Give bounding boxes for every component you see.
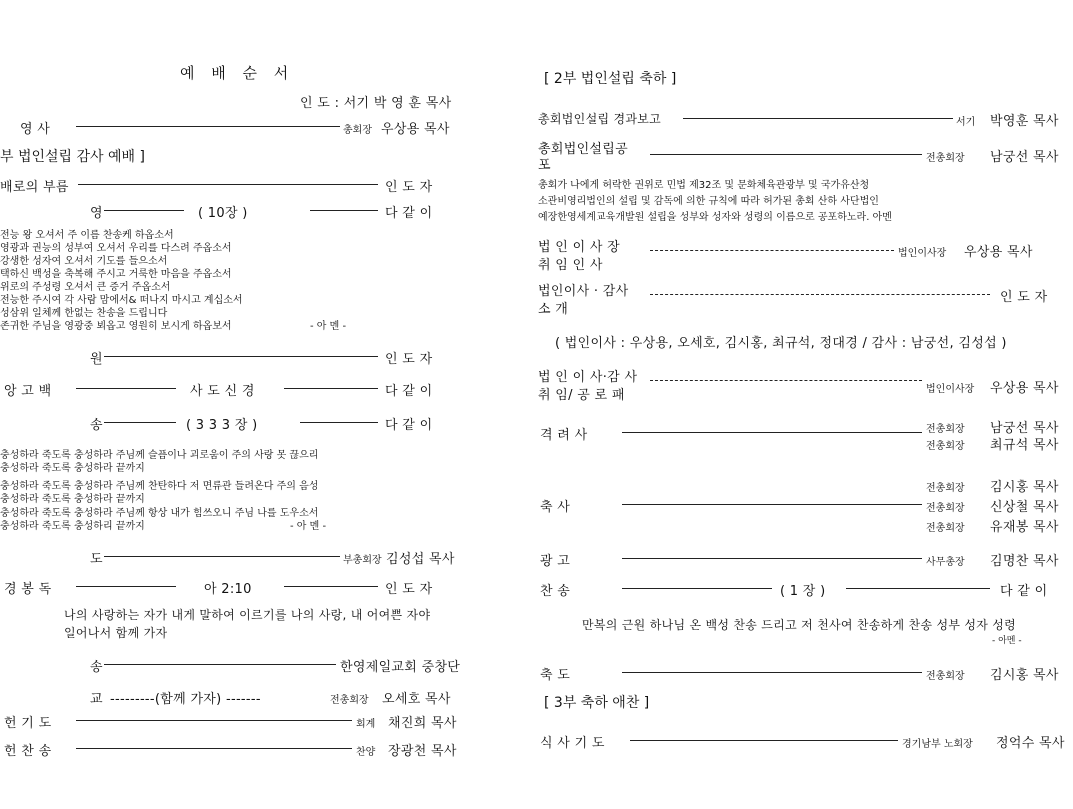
- leader-line: [76, 586, 176, 587]
- hymn1-line: 택하신 백성을 축복해 주시고 거룩한 마음을 주옵소서: [0, 269, 232, 280]
- congrats-role: 전총회장: [926, 483, 965, 494]
- hymn2-line: 충성하라 죽도록 충성하라 주님께 항상 내가 힘쓰오니 주님 나를 도우소서: [0, 508, 319, 519]
- leader-line: [650, 250, 894, 251]
- hymn1-mid: ( 10장 ): [198, 206, 248, 221]
- hymn2-line: 충성하라 죽도록 충성하라 주님께 찬탄하다 저 면류관 들려온다 주의 음성: [0, 481, 319, 492]
- leader-line: [310, 210, 378, 211]
- leader-line: [650, 294, 990, 295]
- leader-line: [630, 740, 898, 741]
- offering-prayer-name: 채진희 목사: [388, 716, 457, 731]
- proclaim-line: 총회가 나에게 허락한 권위로 민법 제32조 및 문화체육관광부 및 국가유산청: [538, 180, 870, 191]
- leader-line: [104, 422, 176, 423]
- offering-hymn-name: 장광천 목사: [388, 744, 457, 759]
- congrats-name: 신상철 목사: [990, 500, 1059, 515]
- chair-name: 우상용 목사: [964, 245, 1033, 260]
- director-label: 소 개: [538, 302, 569, 317]
- page-title: 예 배 순 서: [180, 64, 295, 82]
- hymn2-line: 충성하라 죽도록 충성하리 끝까지: [0, 521, 145, 532]
- blessing-name: 김시홍 목사: [990, 668, 1059, 683]
- amen: - 아 멘 -: [290, 521, 327, 532]
- scripture-right: 인 도 자: [385, 582, 433, 597]
- leader-line: [622, 432, 922, 433]
- leader-line: [76, 720, 352, 721]
- encourage-label: 격 려 사: [540, 428, 588, 443]
- scripture-label: 경 봉 독: [4, 582, 52, 597]
- anthem-right: 한영제일교회 중창단: [340, 660, 461, 675]
- call-right: 인 도 자: [385, 180, 433, 195]
- meal-prayer-name: 정억수 목사: [996, 736, 1065, 751]
- blessing-role: 전총회장: [926, 671, 965, 682]
- hymn2-line: 충성하라 죽도록 충성하라 끝까지: [0, 494, 145, 505]
- ad-name: 김명찬 목사: [990, 554, 1059, 569]
- hymn2-label: 송: [90, 418, 103, 433]
- ad-label: 광 고: [540, 554, 571, 569]
- members: ( 법인이사 : 우상용, 오세호, 김시홍, 최규석, 정대경 / 감사 : 남궁선, 김성섭 ): [555, 336, 1007, 351]
- leader-line: [104, 556, 340, 557]
- meal-prayer-label: 식 사 기 도: [540, 736, 605, 751]
- leader-line: [622, 504, 922, 505]
- part1-heading: 부 법인설립 감사 예배 ]: [0, 149, 145, 165]
- leader-line: [104, 664, 336, 665]
- leader-line: [104, 356, 378, 357]
- sermon-name: 오세호 목사: [382, 692, 451, 707]
- proclaim-line: 소관비영리법인의 설립 및 감독에 의한 규칙에 따라 허가된 총회 산하 사단법인: [538, 196, 879, 207]
- director-right: 인 도 자: [1000, 290, 1048, 305]
- encourage-name: 최규석 목사: [990, 438, 1059, 453]
- prayer2-role: 부총회장: [343, 555, 382, 566]
- welcome-name: 우상용 목사: [381, 122, 450, 137]
- meal-prayer-role: 경기남부 노회장: [902, 739, 973, 750]
- proclaim-line: 예장한영세계교육개발원 설립을 성부와 성자와 성령의 이름으로 공포하노라. 아멘: [538, 212, 892, 223]
- plaque-name: 우상용 목사: [990, 381, 1059, 396]
- encourage-role: 전총회장: [926, 424, 965, 435]
- hymn2-mid: ( 3 3 3 장 ): [186, 418, 258, 433]
- hymn1-label: 영: [90, 206, 103, 221]
- hymn1-line: 전능한 주시여 각 사람 맘에서& 떠나지 마시고 계십소서: [0, 295, 243, 306]
- leader-line: [846, 588, 990, 589]
- leader-line: [300, 422, 378, 423]
- hymn1-line: 존귀한 주님을 영광중 뵈옵고 영원히 보시게 하옵보서: [0, 321, 232, 332]
- encourage-role: 전총회장: [926, 441, 965, 452]
- welcome-label: 영 사: [20, 122, 51, 137]
- part2-heading: [ 2부 법인설립 축하 ]: [544, 71, 677, 87]
- offering-prayer-role: 회계: [356, 719, 376, 730]
- congrats-label: 축 사: [540, 500, 571, 515]
- part3-heading: [ 3부 축하 애찬 ]: [544, 695, 650, 711]
- proclaim-label: 총회법인설립공: [538, 142, 629, 157]
- creed-mid: 사 도 신 경: [190, 384, 255, 399]
- hymn2-line: 충성하라 죽도록 충성하라 끝까지: [0, 463, 145, 474]
- report-name: 박영훈 목사: [990, 114, 1059, 129]
- chair-role: 법인이사장: [898, 248, 947, 259]
- congrats-role: 전총회장: [926, 503, 965, 514]
- hymn1-line: 성삼위 일체께 한없는 찬송을 드립니다: [0, 308, 168, 319]
- report-label: 총회법인설립 경과보고: [538, 112, 662, 126]
- leader-line: [284, 586, 378, 587]
- inducer: 인 도 : 서기 박 영 훈 목사: [300, 96, 452, 111]
- hymn1-line: 영광과 권능의 성부여 오셔서 우리를 다스려 주옵소서: [0, 243, 232, 254]
- prayer-right: 인 도 자: [385, 352, 433, 367]
- doxology: 만복의 근원 하나님 온 백성 찬송 드리고 저 천사여 찬송하게 찬송 성부 성자 성령: [582, 618, 1017, 632]
- offering-hymn-role: 찬양: [356, 747, 376, 758]
- offering-prayer-label: 헌 기 도: [4, 716, 52, 731]
- leader-line: [76, 388, 176, 389]
- creed-right: 다 같 이: [385, 384, 433, 399]
- amen: - 아 멘 -: [310, 321, 347, 332]
- congrats-name: 유재봉 목사: [990, 520, 1059, 535]
- sermon-label: 교: [90, 692, 103, 707]
- creed-label: 앙 고 백: [4, 384, 52, 399]
- hymn-mid: ( 1 장 ): [780, 584, 826, 599]
- chair-label: 취 임 인 사: [538, 258, 603, 273]
- ad-role: 사무총장: [926, 557, 965, 568]
- director-label: 법인이사 · 감사: [538, 284, 629, 299]
- prayer2-label: 도: [90, 552, 103, 567]
- offering-hymn-label: 헌 찬 송: [4, 744, 52, 759]
- scripture-line: 일어나서 함께 가자: [64, 626, 168, 640]
- call-label: 배로의 부름: [0, 180, 69, 195]
- proclaim-name: 남궁선 목사: [990, 150, 1059, 165]
- chair-label: 법 인 이 사 장: [538, 240, 621, 255]
- doxology-amen: - 아멘 -: [992, 636, 1022, 646]
- prayer2-name: 김성섭 목사: [386, 552, 455, 567]
- leader-line: [76, 126, 340, 127]
- plaque-label: 취 임/ 공 로 패: [538, 388, 625, 403]
- hymn2-right: 다 같 이: [385, 418, 433, 433]
- proclaim-label: 포: [538, 158, 551, 173]
- plaque-label: 법 인 이 사·감 사: [538, 370, 638, 385]
- congrats-name: 김시홍 목사: [990, 480, 1059, 495]
- leader-line: [284, 388, 378, 389]
- anthem-label: 송: [90, 660, 103, 675]
- leader-line: [104, 210, 184, 211]
- leader-line: [622, 558, 922, 559]
- hymn1-right: 다 같 이: [385, 206, 433, 221]
- hymn2-line: 충성하라 죽도록 충성하라 주님께 슬픔이나 괴로움이 주의 사랑 못 끊으리: [0, 450, 319, 461]
- leader-line: [650, 380, 922, 381]
- hymn-right: 다 같 이: [1000, 584, 1048, 599]
- congrats-role: 전총회장: [926, 523, 965, 534]
- blessing-label: 축 도: [540, 668, 571, 683]
- scripture-line: 나의 사랑하는 자가 내게 말하여 이르기를 나의 사랑, 내 어여쁜 자야: [64, 608, 431, 622]
- plaque-role: 법인이사장: [926, 384, 975, 395]
- leader-line: [76, 748, 352, 749]
- hymn1-line: 강생한 성자여 오셔서 기도를 들으소서: [0, 256, 168, 267]
- leader-line: [650, 154, 922, 155]
- encourage-name: 남궁선 목사: [990, 421, 1059, 436]
- sermon-mid: ---------(함께 가자) -------: [110, 692, 261, 707]
- prayer-label: 원: [90, 352, 103, 367]
- hymn1-line: 전능 왕 오셔서 주 이름 찬송케 하옵소서: [0, 230, 174, 241]
- sermon-role: 전총회장: [330, 695, 369, 706]
- leader-line: [622, 672, 922, 673]
- hymn1-line: 위로의 주성령 오셔서 큰 증거 주옵소서: [0, 282, 171, 293]
- proclaim-role: 전총회장: [926, 153, 965, 164]
- hymn-label: 찬 송: [540, 584, 571, 599]
- leader-line: [78, 184, 378, 185]
- scripture-mid: 아 2:10: [204, 582, 252, 597]
- welcome-role: 총회장: [343, 125, 372, 136]
- leader-line: [683, 118, 953, 119]
- report-role: 서기: [956, 117, 976, 128]
- leader-line: [622, 588, 772, 589]
